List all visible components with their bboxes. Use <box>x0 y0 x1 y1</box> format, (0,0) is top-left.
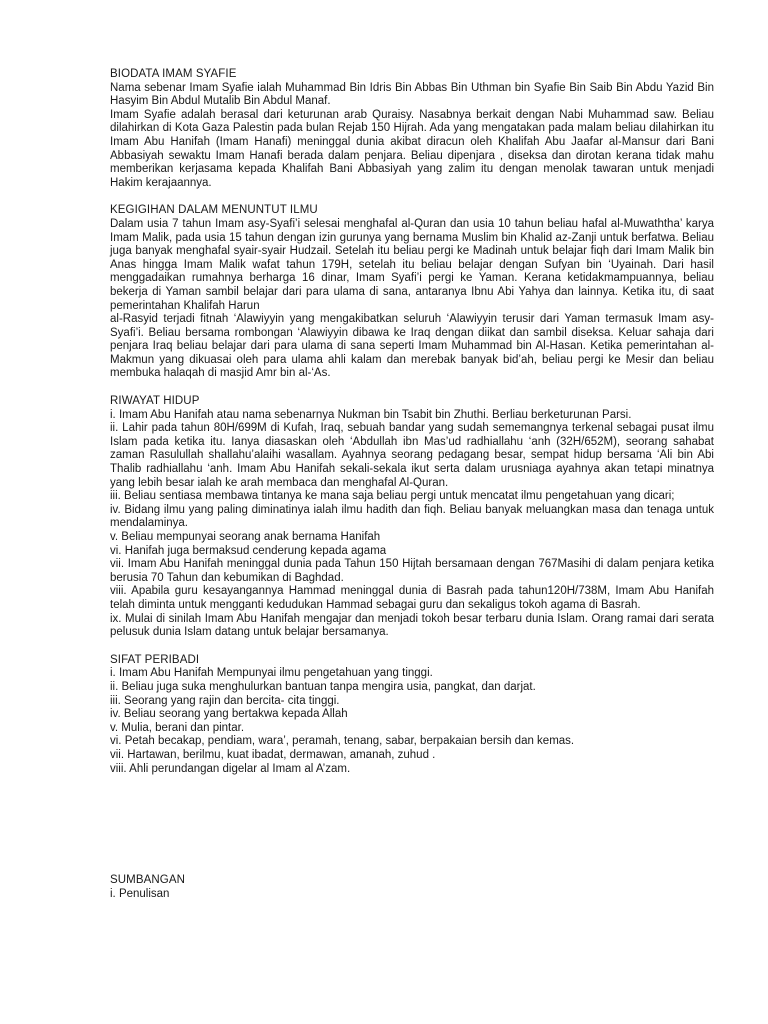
sifat-heading: SIFAT PERIBADI <box>110 653 200 666</box>
riwayat-item: i. Imam Abu Hanifah atau nama sebenarnya Nukman bin Tsabit bin Zhuthi. Berliau berketurunan Parsi. <box>110 408 632 421</box>
riwayat-item: iv. Bidang ilmu yang paling diminatinya ialah ilmu hadith dan fiqh. Beliau banyak meluangkan masa dan tenaga untuk mendalaminya. <box>110 503 714 530</box>
riwayat-item: v. Beliau mempunyai seorang anak bernama Hanifah <box>110 531 381 543</box>
kegigihan-heading: KEGIGIHAN DALAM MENUNTUT ILMU <box>110 204 318 217</box>
sifat-item: viii. Ahli perundangan digelar al Imam al A’zam. <box>110 762 351 775</box>
sumbangan-item: i. Penulisan <box>110 887 170 900</box>
kegigihan-paragraph: al-Rasyid terjadi fitnah ‘Alawiyyin yang mengakibatkan seluruh ‘Alawiyyin terusir dari Yaman termasuk Imam asy-Syafi’i. Beliau bersama rombongan ‘Alawiyyin dibawa ke Iraq dengan diikat dan sambil diseksa. Keluar sahaja dari penjara Iraq beliau belajar dari para ulama di sana seperti Imam Muhammad bin Al-Hasan. Ketika pemerintahan al-Makmun yang dikuasai oleh para ulama ahli kalam dan merebak banyak bid’ah, beliau pergi ke Mesir dan beliau membuka halaqah di masjid Amr bin al-‘As. <box>110 313 714 380</box>
sifat-item: iii. Seorang yang rajin dan bercita- cita tinggi. <box>110 694 340 707</box>
sifat-item: vi. Petah becakap, pendiam, wara’, peramah, tenang, sabar, berpakaian bersih dan kemas. <box>110 735 575 748</box>
biodata-paragraph: Imam Syafie adalah berasal dari keturunan arab Quraisy. Nasabnya berkait dengan Nabi Muhammad saw. Beliau dilahirkan di Kota Gaza Palestin pada bulan Rejab 150 Hijrah. Ada yang mengatakan pada malam beliau dilahirkan itu Imam Abu Hanifah (Imam Hanafi) meninggal dunia akibat diracun oleh Khalifah Abu Jaafar al-Mansur dari Bani Abbasiyah sewaktu Imam Hanafi berada dalam penjara. Beliau dipenjara , diseksa dan dirotan kerana tidak mahu memberikan kerjasama kepada Khalifah Bani Abbasiyah yang zalim itu dengan menolak tawaran untuk menjadi Hakim kerajaannya. <box>110 108 714 189</box>
riwayat-item: vi. Hanifah juga bermaksud cenderung kepada agama <box>110 544 387 557</box>
section-kegigihan <box>110 204 714 381</box>
kegigihan-paragraph: Dalam usia 7 tahun Imam asy-Syafi’i selesai menghafal al-Quran dan usia 10 tahun beliau hafal al-Muwaththa’ karya Imam Malik, pada usia 15 tahun dengan izin gurunya yang bernama Muslim bin Khalid az-Zanji untuk berfatwa. Beliau juga banyak menghafal syair-syair Hudzail. Setelah itu beliau pergi ke Madinah untuk belajar fiqh dari Imam Malik bin Anas hingga Imam Malik wafat tahun 179H, setelah itu beliau belajar dengan Sufyan bin ‘Uyainah. Dari hasil menggadaikan rumahnya berharga 16 dinar, Imam Syafi’i pergi ke Yaman. Kerana ketidakmampuannya, beliau bekerja di Yaman sambil belajar dari para ulama di sana, antaranya Ibnu Abi Yahya dan lainnya. Ketika itu, di saat pemerintahan Khalifah Harun <box>110 217 714 312</box>
riwayat-item: iii. Beliau sentiasa membawa tintanya ke mana saja beliau pergi untuk mencatat ilmu pengetahuan yang dicari; <box>110 490 675 503</box>
riwayat-item: ii. Lahir pada tahun 80H/699M di Kufah, Iraq, sebuah bandar yang sudah sememangnya terkenal sebagai pusat ilmu Islam pada ketika itu. Ianya diasaskan oleh ‘Abdullah ibn Mas’ud radhiallahu ‘anh (32H/652M), seorang sahabat zaman Rasulullah shallahu’alaihi wasallam. Ayahnya seorang pedagang besar, sempat hidup bersama ‘Ali bin Abi Thalib radhiallahu ‘anh. Imam Abu Hanifah sekali-sekala ikut serta dalam urusniaga ayahnya akan tetapi minatnya yang lebih besar ialah ke arah membaca dan menghafal Al-Quran. <box>110 422 714 489</box>
section-sumbangan <box>110 874 714 901</box>
section-riwayat-hidup <box>110 395 714 640</box>
riwayat-item: ix. Mulai di sinilah Imam Abu Hanifah mengajar dan menjadi tokoh besar terbaru dunia Islam. Orang ramai dari serata pelusuk dunia Islam datang untuk belajar bersamanya. <box>110 612 714 639</box>
section-sifat-peribadi <box>110 654 714 776</box>
sifat-item: iv. Beliau seorang yang bertakwa kepada Allah <box>110 708 348 721</box>
sumbangan-heading: SUMBANGAN <box>110 874 186 887</box>
sifat-item: v. Mulia, berani dan pintar. <box>110 721 245 734</box>
sifat-item: vii. Hartawan, berilmu, kuat ibadat, dermawan, amanah, zuhud . <box>110 748 436 761</box>
riwayat-item: vii. Imam Abu Hanifah meninggal dunia pada Tahun 150 Hijtah bersamaan dengan 767Masihi di dalam penjara ketika berusia 70 Tahun dan kebumikan di Baghdad. <box>110 558 714 584</box>
sifat-item: ii. Beliau juga suka menghulurkan bantuan tanpa mengira usia, pangkat, dan darjat. <box>110 680 536 693</box>
blank-space <box>110 790 714 874</box>
riwayat-item: viii. Apabila guru kesayangannya Hammad meninggal dunia di Basrah pada tahun120H/738M, Imam Abu Hanifah telah diminta untuk mengganti kedudukan Hammad sebagai guru dan sekaligus tokoh agama di Basrah. <box>110 585 714 611</box>
riwayat-heading: RIWAYAT HIDUP <box>110 395 200 408</box>
biodata-paragraph: Nama sebenar Imam Syafie ialah Muhammad Bin Idris Bin Abbas Bin Uthman bin Syafie Bin Saib Bin Abdu Yazid Bin Hasyim Bin Abdul Mutalib Bin Abdul Manaf. <box>110 81 714 108</box>
section-biodata <box>110 68 714 190</box>
sifat-item: i. Imam Abu Hanifah Mempunyai ilmu pengetahuan yang tinggi. <box>110 667 433 680</box>
biodata-heading: BIODATA IMAM SYAFIE <box>110 68 237 80</box>
